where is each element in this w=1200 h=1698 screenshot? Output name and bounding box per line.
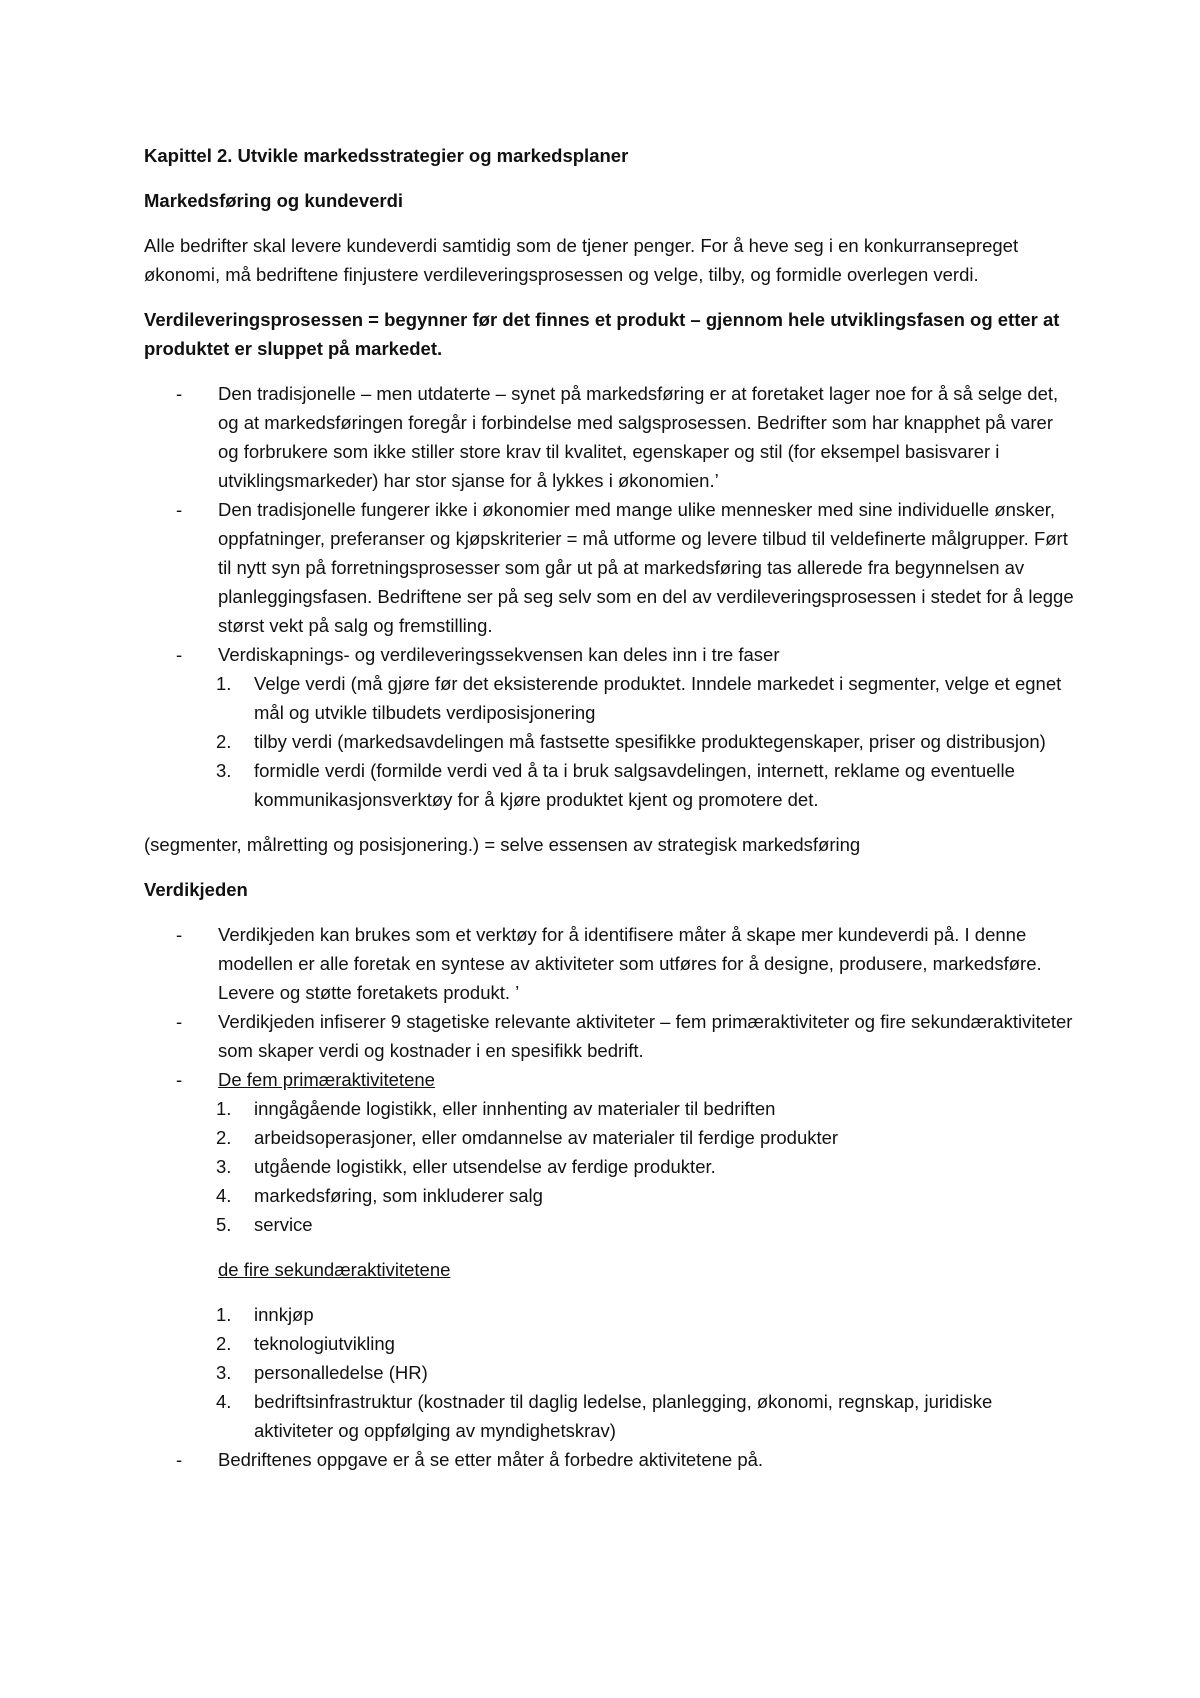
item-number: 3. [216,760,232,781]
bullet-item: - Bedriftenes oppgave er å se etter måter å forbedre aktivitetene på. [144,1445,1074,1474]
primary-activities-label: De fem primæraktivitetene [218,1069,435,1090]
intro-paragraph: Alle bedrifter skal levere kundeverdi samtidig som de tjener penger. For å heve seg i en konkurransepreget økonomi, må bedriftene finjustere verdileveringsprosessen og velge, tilby, og formidle overlegen verdi. [144,235,1019,285]
numbered-item [144,1387,1074,1445]
numbered-item [144,1123,1074,1152]
section-heading-kundeverdi: Markedsføring og kundeverdi [144,190,404,211]
bullet-item: - Verdikjeden infiserer 9 stagetiske relevante aktiviteter – fem primæraktiviteter og fire sekundæraktiviteter som skaper verdi og kostnader i en spesifikk bedrift. [144,1007,1074,1065]
item-text: inngågående logistikk, eller innhenting av materialer til bedriften [254,1098,776,1119]
item-text: teknologiutvikling [254,1333,395,1354]
secondary-activities-label-row [144,1255,1074,1284]
bullet-item: - Den tradisjonelle fungerer ikke i økonomier med mange ulike mennesker med sine individuelle ønsker, oppfatninger, preferanser og kjøpskriterier = må utforme og levere tilbud til veldefinerte målgrupper. Ført til nytt syn på forretningsprosesser som går ut på at markedsføring tas allerede fra begynnelsen av planleggingsfasen. Bedriftene ser på seg selv som en del av verdileveringsprosessen i stedet for å legge størst vekt på salg og fremstilling. [144,495,1074,640]
bullet-item: - Verdiskapnings- og verdileveringssekvensen kan deles inn i tre faser [144,640,1074,669]
item-number: 4. [216,1391,232,1412]
item-text: innkjøp [254,1304,314,1325]
numbered-item [144,756,1074,814]
numbered-item [144,1094,1074,1123]
item-number: 1. [216,1304,232,1325]
numbered-item [144,1358,1074,1387]
numbered-item [144,1329,1074,1358]
numbered-item [144,727,1074,756]
item-text: service [254,1214,313,1235]
bullet-item [144,1065,1074,1094]
section-heading-verdikjeden: Verdikjeden [144,879,248,900]
item-text: markedsføring, som inkluderer salg [254,1185,543,1206]
closing-paragraph: (segmenter, målretting og posisjonering.) = selve essensen av strategisk markedsføring [144,834,861,855]
numbered-item [144,1152,1074,1181]
item-number: 2. [216,731,232,752]
item-text: arbeidsoperasjoner, eller omdannelse av materialer til ferdige produkter [254,1127,839,1148]
document-page [144,141,1074,1474]
item-number: 5. [216,1214,232,1235]
definition-paragraph: Verdileveringsprosessen = begynner før det finnes et produkt – gjennom hele utviklingsfasen og etter at produktet er sluppet på markedet. [144,309,1060,359]
item-text: Velge verdi (må gjøre før det eksisterende produktet. Inndele markedet i segmenter, velge et egnet mål og utvikle tilbudets verdiposisjonering [254,673,1062,723]
item-number: 4. [216,1185,232,1206]
bullet-item: - Verdikjeden kan brukes som et verktøy for å identifisere måter å skape mer kundeverdi på. I denne modellen er alle foretak en syntese av aktiviteter som utføres for å designe, produsere, markedsføre. Levere og støtte foretakets produkt. ’ [144,920,1074,1007]
numbered-item [144,1210,1074,1239]
item-text: bedriftsinfrastruktur (kostnader til daglig ledelse, planlegging, økonomi, regnskap, juridiske aktiviteter og oppfølging av myndighetskrav) [254,1391,993,1441]
item-number: 3. [216,1156,232,1177]
numbered-item [144,1300,1074,1329]
item-text: formidle verdi (formilde verdi ved å ta i bruk salgsavdelingen, internett, reklame og eventuelle kommunikasjonsverktøy for å kjøre produktet kjent og promotere det. [254,760,1015,810]
numbered-item [144,1181,1074,1210]
numbered-item [144,669,1074,727]
secondary-activities-label: de fire sekundæraktivitetene [218,1259,451,1280]
bullet-item: - Den tradisjonelle – men utdaterte – synet på markedsføring er at foretaket lager noe for å så selge det, og at markedsføringen foregår i forbindelse med salgsprosessen. Bedrifter som har knapphet på varer og forbrukere som ikke stiller store krav til kvalitet, egenskaper og stil (for eksempel basisvarer i utviklingsmarkeder) har stor sjanse for å lykkes i økonomien.’ [144,379,1074,495]
item-text: utgående logistikk, eller utsendelse av ferdige produkter. [254,1156,716,1177]
item-number: 1. [216,673,232,694]
item-number: 2. [216,1127,232,1148]
item-text: tilby verdi (markedsavdelingen må fastsette spesifikke produktegenskaper, priser og distribusjon) [254,731,1046,752]
item-number: 1. [216,1098,232,1119]
item-number: 2. [216,1333,232,1354]
item-number: 3. [216,1362,232,1383]
item-text: personalledelse (HR) [254,1362,428,1383]
document-title: Kapittel 2. Utvikle markedsstrategier og markedsplaner [144,145,629,166]
